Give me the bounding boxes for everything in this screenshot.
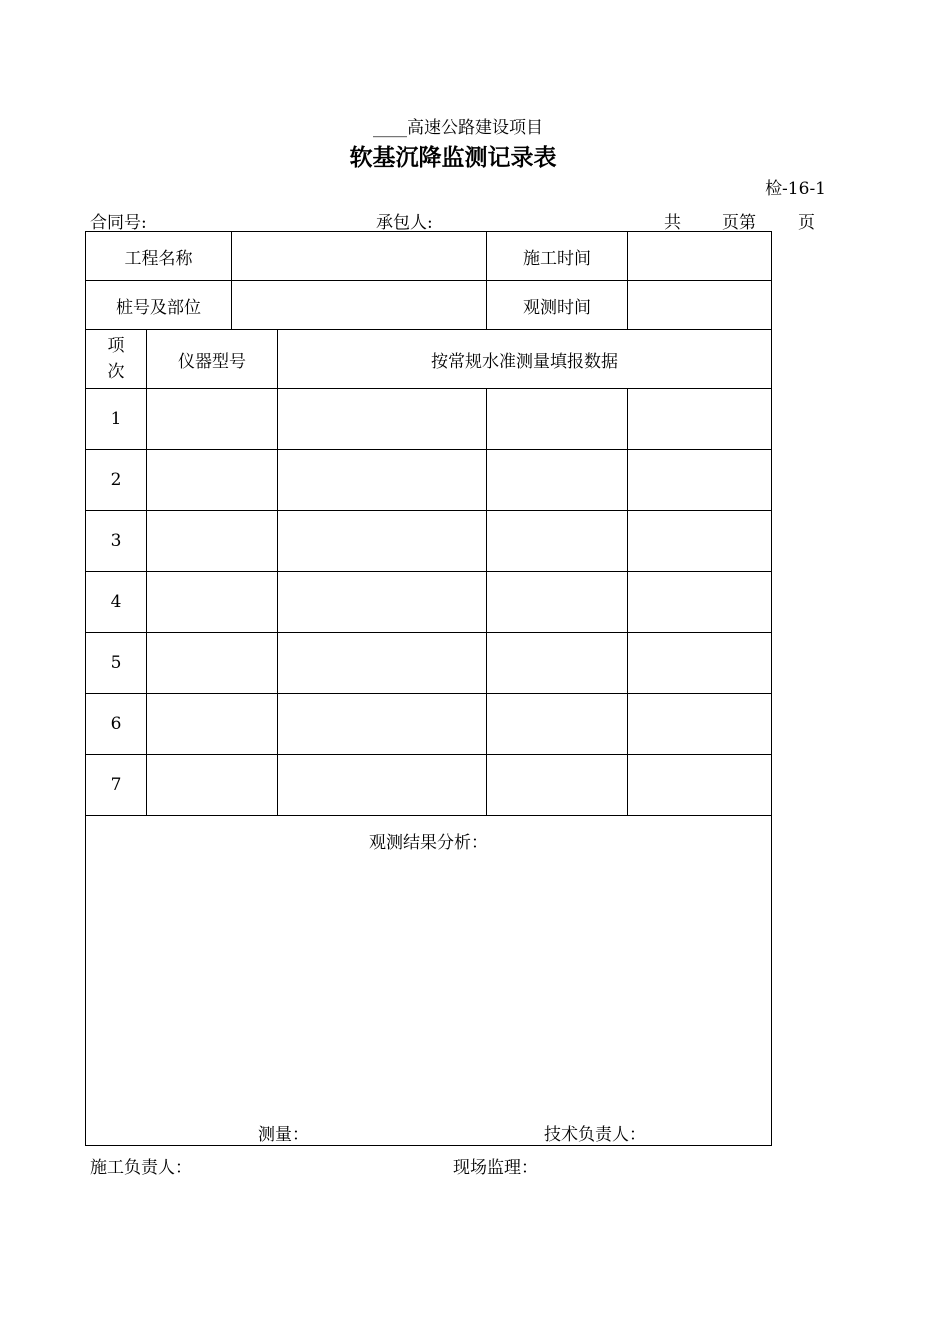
data-cell[interactable] [278,633,487,694]
row-index: 3 [86,511,147,572]
data-cell[interactable] [487,572,628,633]
data-cell[interactable] [628,633,772,694]
data-cell[interactable] [278,450,487,511]
instrument-cell[interactable] [147,755,278,816]
data-cell[interactable] [628,694,772,755]
page-total-label: 共 [664,213,681,233]
col-data-header: 按常规水准测量填报数据 [278,330,772,389]
instrument-cell[interactable] [147,572,278,633]
form-title: 软基沉降监测记录表 [349,144,557,171]
table-row [86,450,772,511]
table-row [86,694,772,755]
record-table [85,231,772,1146]
data-cell[interactable] [487,450,628,511]
data-cell[interactable] [628,511,772,572]
table-row [86,633,772,694]
construction-lead-label: 施工负责人： [90,1158,192,1178]
tech-lead-label: 技术负责人： [544,1125,646,1145]
data-cell[interactable] [487,694,628,755]
contractor-label: 承包人: [376,213,433,233]
data-cell[interactable] [278,572,487,633]
construction-time-label: 施工时间 [487,232,628,281]
data-cell[interactable] [278,694,487,755]
station-field[interactable] [232,281,487,330]
row-index: 7 [86,755,147,816]
contract-number-label: 合同号: [90,213,147,233]
row-index: 6 [86,694,147,755]
data-cell[interactable] [628,755,772,816]
data-cell[interactable] [487,389,628,450]
col-instrument-header: 仪器型号 [147,330,278,389]
page-end-label: 页 [798,213,815,233]
instrument-cell[interactable] [147,694,278,755]
form-code: 检-16-1 [765,179,826,199]
data-cell[interactable] [278,389,487,450]
table-row [86,755,772,816]
data-cell[interactable] [278,755,487,816]
supervisor-label: 现场监理： [453,1158,538,1178]
data-cell[interactable] [487,511,628,572]
project-name-label: 工程名称 [86,232,232,281]
observe-time-label: 观测时间 [487,281,628,330]
data-cell[interactable] [487,633,628,694]
data-cell[interactable] [628,389,772,450]
instrument-cell[interactable] [147,511,278,572]
instrument-cell[interactable] [147,633,278,694]
data-cell[interactable] [628,572,772,633]
measure-label: 测量： [258,1125,309,1145]
table-row [86,389,772,450]
table-row [86,572,772,633]
page-mid-label: 页第 [722,213,756,233]
construction-time-field[interactable] [628,232,772,281]
row-index: 5 [86,633,147,694]
analysis-label: 观测结果分析： [369,833,488,853]
table-row [86,511,772,572]
analysis-area[interactable] [86,816,772,1146]
row-index: 2 [86,450,147,511]
project-name-field[interactable] [232,232,487,281]
data-cell[interactable] [278,511,487,572]
row-index: 4 [86,572,147,633]
instrument-cell[interactable] [147,389,278,450]
project-line: ____高速公路建设项目 [373,118,543,138]
data-cell[interactable] [487,755,628,816]
station-label: 桩号及部位 [86,281,232,330]
data-cell[interactable] [628,450,772,511]
observe-time-field[interactable] [628,281,772,330]
col-index-header: 项 次 [86,330,147,389]
instrument-cell[interactable] [147,450,278,511]
row-index: 1 [86,389,147,450]
